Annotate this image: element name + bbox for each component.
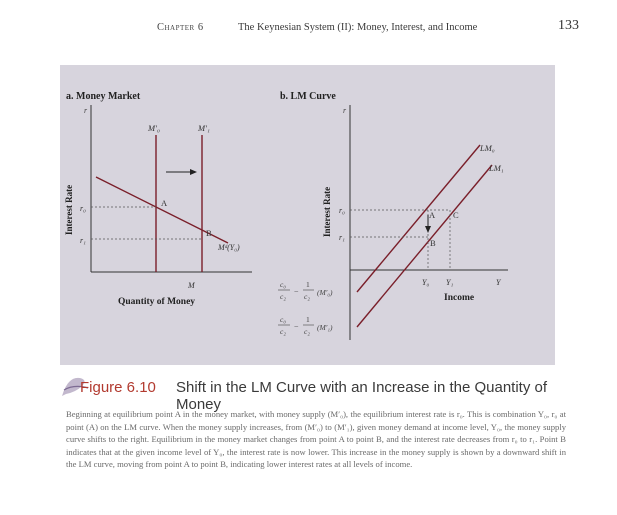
intercept1-one: 1 xyxy=(306,315,310,324)
intercept1-minus: − xyxy=(294,322,299,331)
panel-a-y-axis-label: Interest Rate xyxy=(64,184,74,235)
panel-b-point-c: C xyxy=(453,210,459,220)
figure-caption xyxy=(66,378,566,470)
panel-a-y-letter: r xyxy=(84,106,88,115)
panel-a-point-b: B xyxy=(206,228,212,238)
running-header-chapter: Chapter 6 xyxy=(157,22,204,33)
intercept0-money: (M′₀) xyxy=(317,288,333,297)
panel-a-r0-tick: r₀ xyxy=(80,204,86,213)
panel-b-r1-tick: r₁ xyxy=(339,233,345,242)
figure-panel-background xyxy=(60,65,555,365)
panel-a-r1-tick: r₁ xyxy=(80,236,86,245)
money-supply-label-1: M′₁ xyxy=(198,123,210,133)
intercept0-numerator: c₀ xyxy=(280,280,286,289)
panel-b-y-letter: r xyxy=(343,106,347,115)
panel-b-y0-tick: Y₀ xyxy=(422,278,430,287)
intercept0-minus: − xyxy=(294,287,299,296)
panel-b-lm-curve xyxy=(278,91,508,340)
panel-b-title: b. LM Curve xyxy=(280,91,336,102)
panel-b-point-a: A xyxy=(429,210,436,220)
panel-b-y-axis-label: Interest Rate xyxy=(322,186,332,237)
money-demand-label: Mᵈ(Y₀) xyxy=(218,243,240,252)
figure-title: Shift in the LM Curve with an Increase in the Quantity of Money xyxy=(176,379,548,413)
panel-b-r0-tick: r₀ xyxy=(339,206,345,215)
lm0-label: LM₀ xyxy=(480,143,495,153)
a-to-b-arrow-head-icon xyxy=(425,226,431,233)
lm1-intercept-expression xyxy=(278,315,333,336)
shift-arrow-head-icon xyxy=(190,169,197,175)
figure-label: Figure 6.10 xyxy=(80,379,156,396)
lm0-intercept-expression xyxy=(278,280,333,301)
money-supply-label-0: M′₀ xyxy=(148,123,160,133)
figure-caption-body: Beginning at equilibrium point A in the money market, with money supply (M′₀), the equilibrium interest rate is r₀. This is combination Y₀, r₀ at point (A) on the LM curve. When the money supply increases, from (M′₀) to (M′₁), given money demand at income level, Y₀, the money supply curve shifts to the right. Equilibrium in the money market changes from point A to point B, and the interest rate decreases from r₀ to r₁. Point B indicates that at the given income level of Y₀, the interest rate is now lower. This increase in the money supply is shown by a downward shift in the LM curve, moving from point A to point B, indicating lower interest rates at all levels of income. xyxy=(66,409,566,470)
intercept0-one-denominator: c₂ xyxy=(304,292,310,301)
intercept0-denominator: c₂ xyxy=(280,292,286,301)
panel-b-x-axis-label: Income xyxy=(444,293,475,303)
panel-a-x-tick-m: M xyxy=(188,281,195,290)
intercept1-money: (M′₁) xyxy=(317,323,333,332)
panel-a-x-axis-label: Quantity of Money xyxy=(118,297,196,307)
intercept1-one-denominator: c₂ xyxy=(304,327,310,336)
panel-a-title: a. Money Market xyxy=(66,91,141,102)
panel-b-y1-tick: Y₁ xyxy=(446,278,454,287)
panel-a-money-market xyxy=(64,91,252,307)
panel-b-point-b: B xyxy=(430,238,436,248)
page-number: 133 xyxy=(558,18,579,33)
intercept1-numerator: c₀ xyxy=(280,315,286,324)
lm1-label: LM₁ xyxy=(489,163,504,173)
panel-a-point-a: A xyxy=(161,198,168,208)
figure-6-10-graphics xyxy=(60,65,555,365)
panel-b-x-letter: Y xyxy=(496,278,501,287)
intercept1-denominator: c₂ xyxy=(280,327,286,336)
running-header-title: The Keynesian System (II): Money, Interest, and Income xyxy=(238,22,478,33)
intercept0-one: 1 xyxy=(306,280,310,289)
